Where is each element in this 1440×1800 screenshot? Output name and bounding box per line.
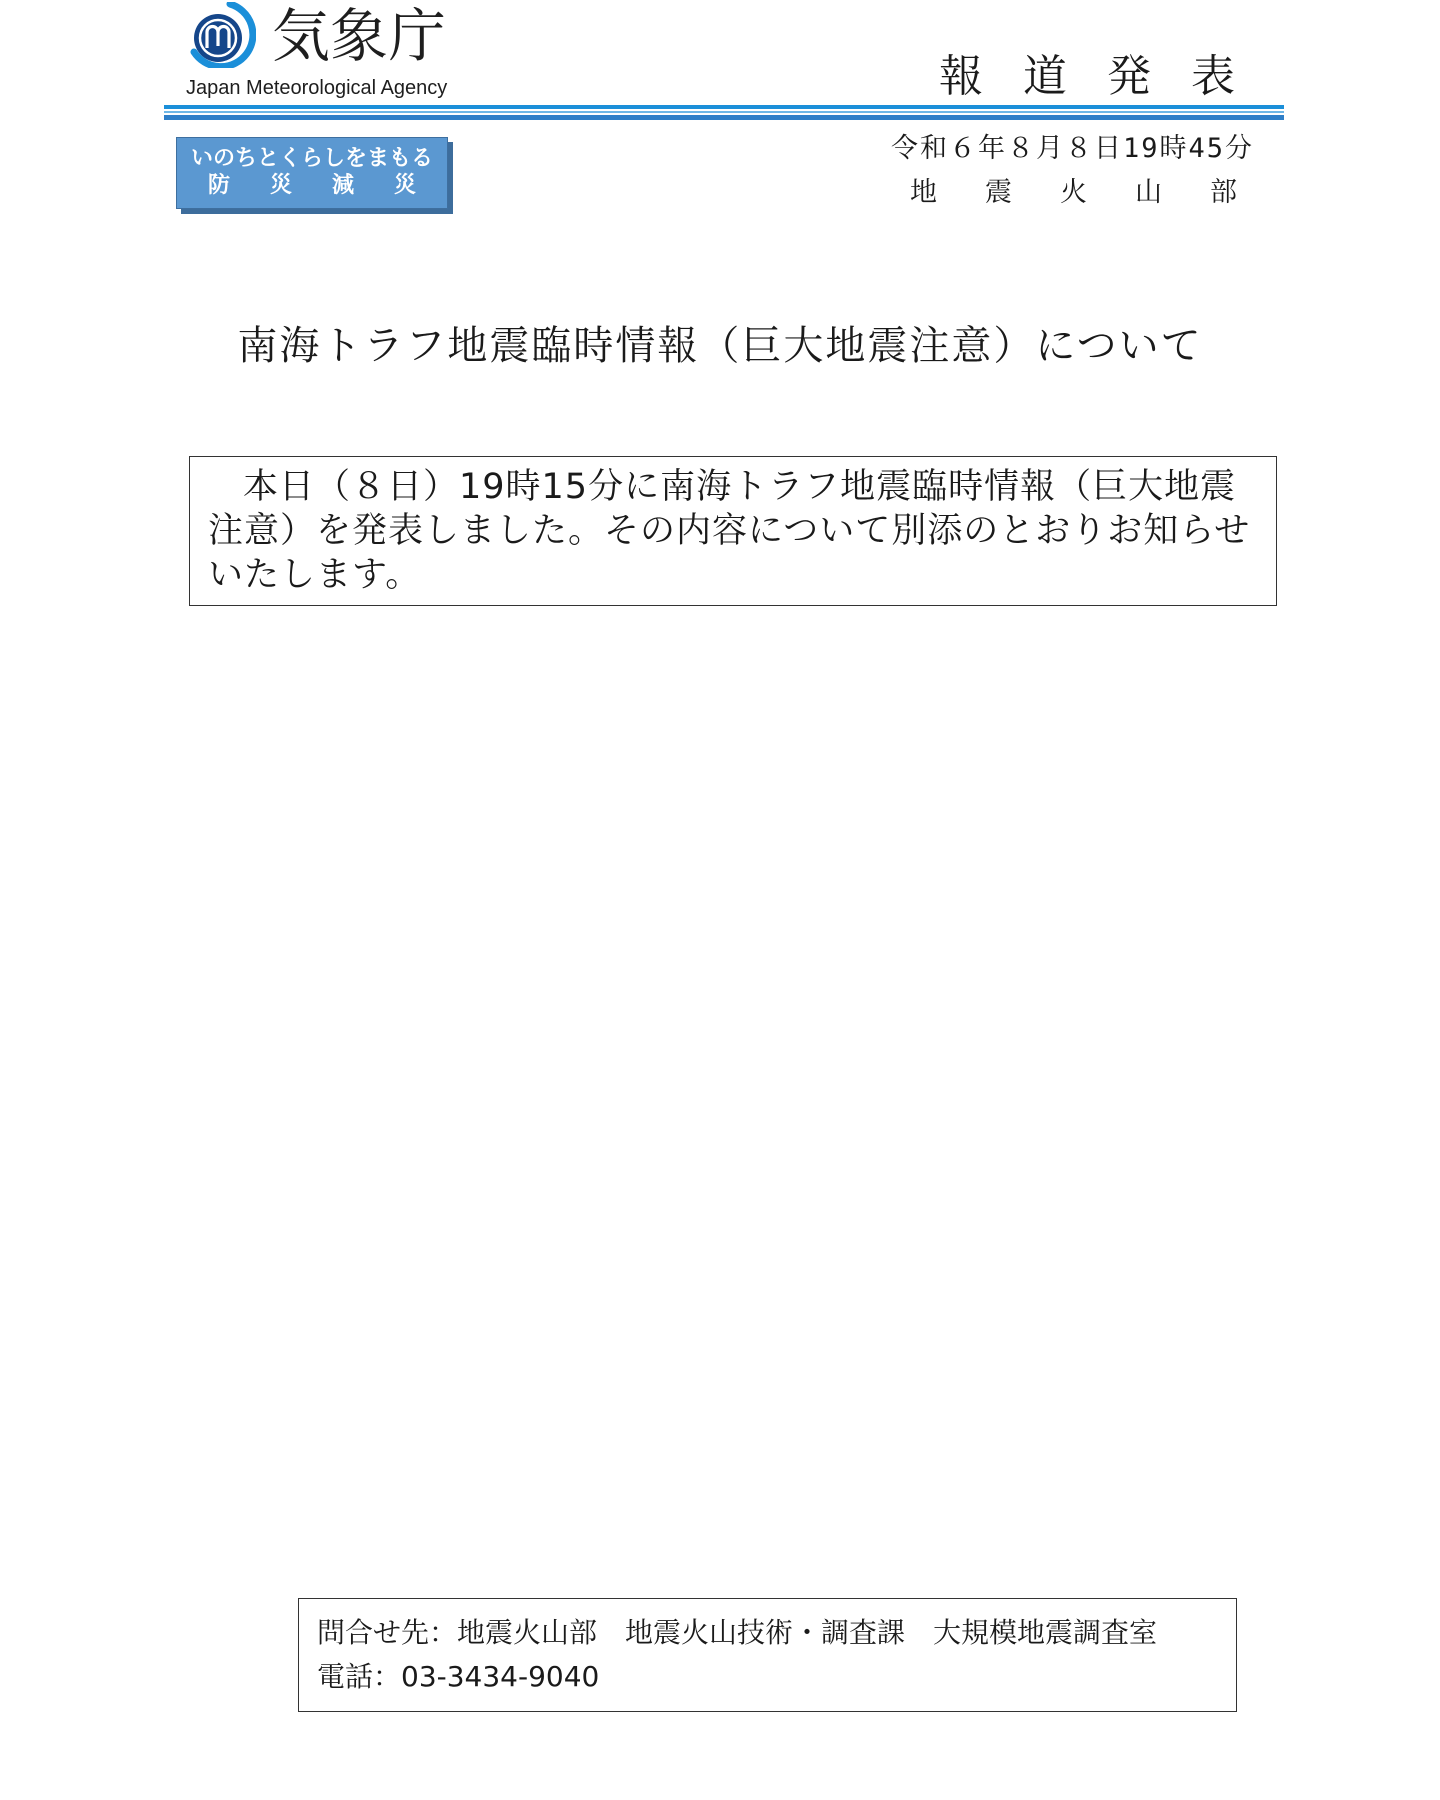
release-date: 令和６年８月８日19時45分 — [890, 133, 1254, 164]
contact-department: 問合せ先：地震火山部 地震火山技術・調査課 大規模地震調査室 — [317, 1616, 1158, 1649]
agency-name-jp: 気象庁 — [272, 2, 447, 70]
header-rule — [164, 105, 1284, 109]
jma-logo-icon — [186, 2, 256, 68]
page-title: 南海トラフ地震臨時情報（巨大地震注意）について — [237, 323, 1203, 369]
header-rule-thin — [164, 111, 1284, 113]
badge-slogan: いのちとくらしをまもる — [190, 146, 433, 171]
agency-name-en: Japan Meteorological Agency — [186, 77, 448, 99]
summary-text: 本日（８日）19時15分に南海トラフ地震臨時情報（巨大地震注意）を発表しました。その内容について別添のとおりお知らせいたします。 — [208, 467, 1251, 595]
contact-phone: 電話：03-3434-9040 — [317, 1660, 600, 1693]
issuing-department: 地震火山部 — [910, 177, 1285, 208]
header-rule-bottom — [164, 115, 1284, 120]
disaster-prevention-badge — [176, 137, 456, 209]
summary-box — [189, 456, 1277, 606]
document-type: 報道発表 — [939, 51, 1275, 102]
contact-box — [298, 1598, 1237, 1712]
badge-keywords: 防災減災 — [207, 173, 456, 198]
